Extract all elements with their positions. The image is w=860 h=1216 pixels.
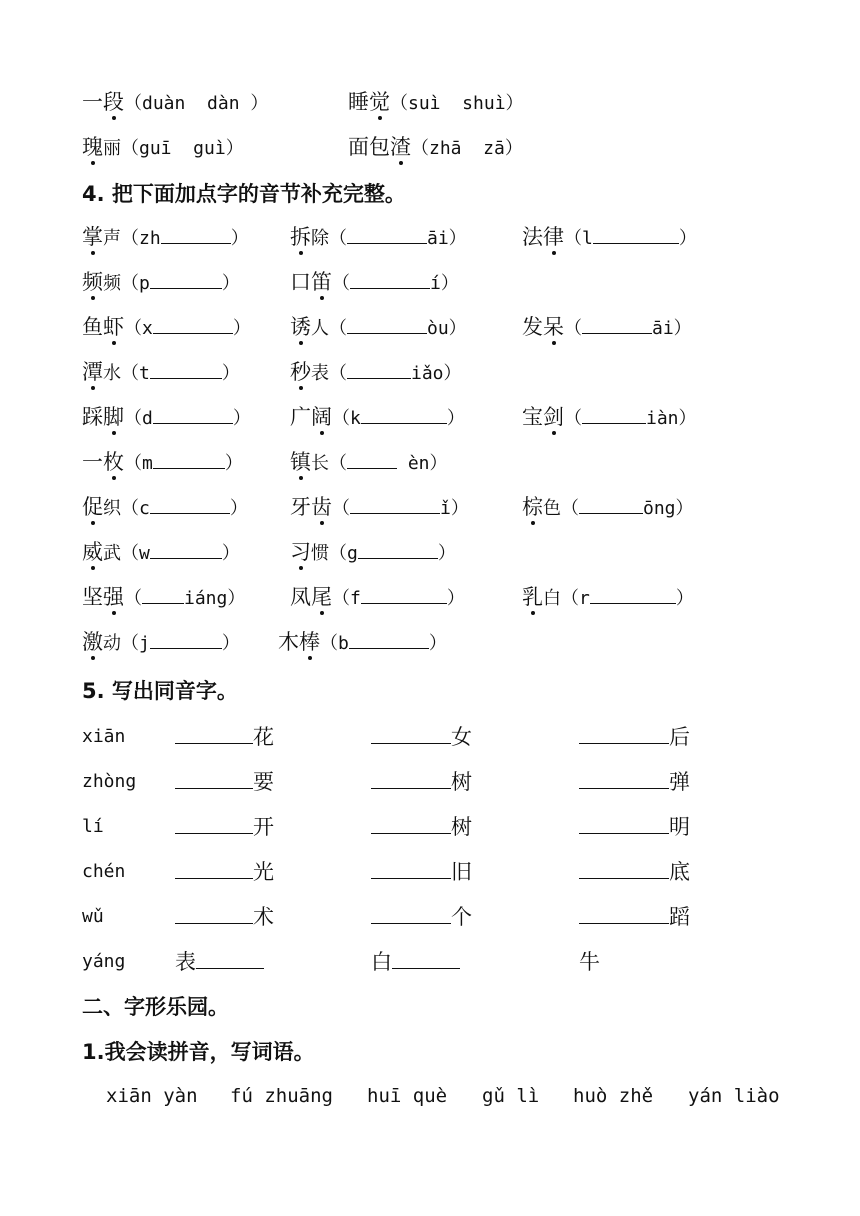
pinyin-word: huī què bbox=[367, 1085, 448, 1107]
homophone-cell: 蹈 bbox=[579, 903, 690, 931]
pinyin-word: fú zhuāng bbox=[230, 1085, 333, 1107]
homophone-cell: 开 bbox=[175, 813, 274, 841]
answer-blank[interactable] bbox=[347, 313, 427, 334]
answer-blank[interactable] bbox=[392, 948, 460, 969]
fill-item: 一枚（m ） bbox=[82, 450, 243, 474]
answer-blank[interactable] bbox=[582, 313, 652, 334]
section4-heading bbox=[0, 180, 860, 220]
fill-item: 促织（c ） bbox=[82, 495, 248, 519]
answer-blank[interactable] bbox=[371, 723, 451, 744]
answer-blank[interactable] bbox=[175, 768, 253, 789]
fill-row bbox=[0, 628, 860, 668]
part2-heading bbox=[0, 993, 860, 1033]
part2-title: 二、字形乐园。 bbox=[82, 995, 229, 1019]
fill-item: 踩脚（d ） bbox=[82, 405, 251, 429]
fill-row bbox=[0, 223, 860, 263]
answer-blank[interactable] bbox=[150, 628, 222, 649]
homophone-cell: 树 bbox=[371, 768, 472, 796]
homophone-cell: 表 bbox=[175, 948, 264, 976]
section4-title: 4. 把下面加点字的音节补充完整。 bbox=[82, 182, 406, 206]
fill-row bbox=[0, 583, 860, 623]
homophone-cell: 旧 bbox=[371, 858, 472, 886]
word-item: 瑰丽（guī guì） bbox=[82, 135, 244, 159]
fill-row bbox=[0, 448, 860, 488]
answer-blank[interactable] bbox=[175, 858, 253, 879]
fill-row bbox=[0, 493, 860, 533]
fill-item: 木棒（b ） bbox=[278, 630, 447, 654]
part2-subtitle: 1.我会读拼音，写词语。 bbox=[82, 1040, 315, 1064]
fill-item: 威武（w ） bbox=[82, 540, 240, 564]
answer-blank[interactable] bbox=[153, 313, 233, 334]
homophone-cell: 后 bbox=[579, 723, 690, 751]
fill-item: 激动（j ） bbox=[82, 630, 240, 654]
homophone-cell: 花 bbox=[175, 723, 274, 751]
homophone-row bbox=[0, 813, 860, 853]
fill-item: 宝剑（ iàn） bbox=[522, 405, 697, 429]
homophone-cell: 要 bbox=[175, 768, 274, 796]
answer-blank[interactable] bbox=[371, 768, 451, 789]
homophone-row bbox=[0, 948, 860, 988]
row-pinyin: lí bbox=[82, 816, 104, 837]
answer-blank[interactable] bbox=[175, 903, 253, 924]
answer-blank[interactable] bbox=[347, 358, 411, 379]
answer-blank[interactable] bbox=[579, 723, 669, 744]
fill-item: 鱼虾（x ） bbox=[82, 315, 251, 339]
answer-blank[interactable] bbox=[593, 223, 679, 244]
answer-blank[interactable] bbox=[361, 583, 447, 604]
answer-blank[interactable] bbox=[579, 493, 643, 514]
answer-blank[interactable] bbox=[579, 858, 669, 879]
row-pinyin: yáng bbox=[82, 951, 126, 972]
homophone-cell: 弹 bbox=[579, 768, 690, 796]
fill-item: 口笛（ í） bbox=[290, 270, 459, 294]
fill-item: 坚强（ iáng） bbox=[82, 585, 246, 609]
answer-blank[interactable] bbox=[142, 583, 184, 604]
answer-blank[interactable] bbox=[350, 493, 440, 514]
homophone-cell: 光 bbox=[175, 858, 274, 886]
pinyin-word: gǔ lì bbox=[482, 1085, 540, 1107]
fill-item: 秒表（ iǎo） bbox=[290, 360, 462, 384]
answer-blank[interactable] bbox=[579, 768, 669, 789]
fill-item: 广阔（k ） bbox=[290, 405, 465, 429]
fill-item: 掌声（zh ） bbox=[82, 225, 249, 249]
fill-row bbox=[0, 538, 860, 578]
fill-item: 习惯（g ） bbox=[290, 540, 456, 564]
answer-blank[interactable] bbox=[358, 538, 438, 559]
fill-row bbox=[0, 313, 860, 353]
row-pinyin: zhòng bbox=[82, 771, 137, 792]
homophone-cell: 牛 bbox=[579, 950, 600, 974]
homophone-cell: 树 bbox=[371, 813, 472, 841]
fill-item: 诱人（ òu） bbox=[290, 315, 467, 339]
fill-item: 频频（p ） bbox=[82, 270, 240, 294]
homophone-row bbox=[0, 723, 860, 763]
homophone-cell: 个 bbox=[371, 903, 472, 931]
fill-item: 凤尾（f ） bbox=[290, 585, 465, 609]
answer-blank[interactable] bbox=[361, 403, 447, 424]
answer-blank[interactable] bbox=[150, 493, 230, 514]
word-item: 一段（duàn dàn ） bbox=[82, 90, 269, 114]
homophone-row bbox=[0, 858, 860, 898]
answer-blank[interactable] bbox=[175, 813, 253, 834]
answer-blank[interactable] bbox=[579, 903, 669, 924]
fill-item: 牙齿（ ǐ） bbox=[290, 495, 469, 519]
homophone-cell: 明 bbox=[579, 813, 690, 841]
answer-blank[interactable] bbox=[196, 948, 264, 969]
word-item: 睡觉（suì shuì） bbox=[348, 90, 524, 114]
answer-blank[interactable] bbox=[175, 723, 253, 744]
answer-blank[interactable] bbox=[150, 268, 222, 289]
section5-title: 5. 写出同音字。 bbox=[82, 679, 238, 703]
answer-blank[interactable] bbox=[350, 268, 430, 289]
answer-blank[interactable] bbox=[347, 223, 427, 244]
pinyin-word: yán liào bbox=[688, 1085, 780, 1107]
fill-item: 法律（l ） bbox=[522, 225, 697, 249]
fill-item: 拆除（ āi） bbox=[290, 225, 467, 249]
fill-item: 棕色（ ōng） bbox=[522, 495, 694, 519]
row-pinyin: xiān bbox=[82, 726, 126, 747]
answer-blank[interactable] bbox=[590, 583, 676, 604]
homophone-row bbox=[0, 903, 860, 943]
answer-blank[interactable] bbox=[150, 358, 222, 379]
answer-blank[interactable] bbox=[150, 538, 222, 559]
fill-row bbox=[0, 358, 860, 398]
answer-blank[interactable] bbox=[582, 403, 646, 424]
fill-item: 镇长（ èn） bbox=[290, 450, 448, 474]
section5-heading bbox=[0, 677, 860, 717]
homophone-cell: 术 bbox=[175, 903, 274, 931]
homophone-cell: 底 bbox=[579, 858, 690, 886]
answer-blank[interactable] bbox=[371, 858, 451, 879]
answer-blank[interactable] bbox=[349, 628, 429, 649]
answer-blank[interactable] bbox=[579, 813, 669, 834]
fill-row bbox=[0, 403, 860, 443]
answer-blank[interactable] bbox=[153, 448, 225, 469]
top-row-1 bbox=[0, 88, 860, 128]
homophone-cell: 女 bbox=[371, 723, 472, 751]
homophone-row bbox=[0, 768, 860, 808]
fill-item: 乳白（r ） bbox=[522, 585, 694, 609]
pinyin-row bbox=[0, 1085, 860, 1125]
pinyin-word: xiān yàn bbox=[106, 1085, 198, 1107]
homophone-cell: 白 bbox=[371, 948, 460, 976]
fill-row bbox=[0, 268, 860, 308]
answer-blank[interactable] bbox=[371, 813, 451, 834]
pinyin-word: huò zhě bbox=[573, 1085, 654, 1107]
word-item: 面包渣（zhā zā） bbox=[348, 135, 523, 159]
row-pinyin: chén bbox=[82, 861, 126, 882]
answer-blank[interactable] bbox=[153, 403, 233, 424]
answer-blank[interactable] bbox=[161, 223, 231, 244]
answer-blank[interactable] bbox=[371, 903, 451, 924]
top-row-2 bbox=[0, 133, 860, 173]
row-pinyin: wǔ bbox=[82, 906, 104, 927]
answer-blank[interactable] bbox=[347, 448, 397, 469]
fill-item: 潭水（t ） bbox=[82, 360, 240, 384]
part2-subheading bbox=[0, 1038, 860, 1078]
fill-item: 发呆（ āi） bbox=[522, 315, 692, 339]
